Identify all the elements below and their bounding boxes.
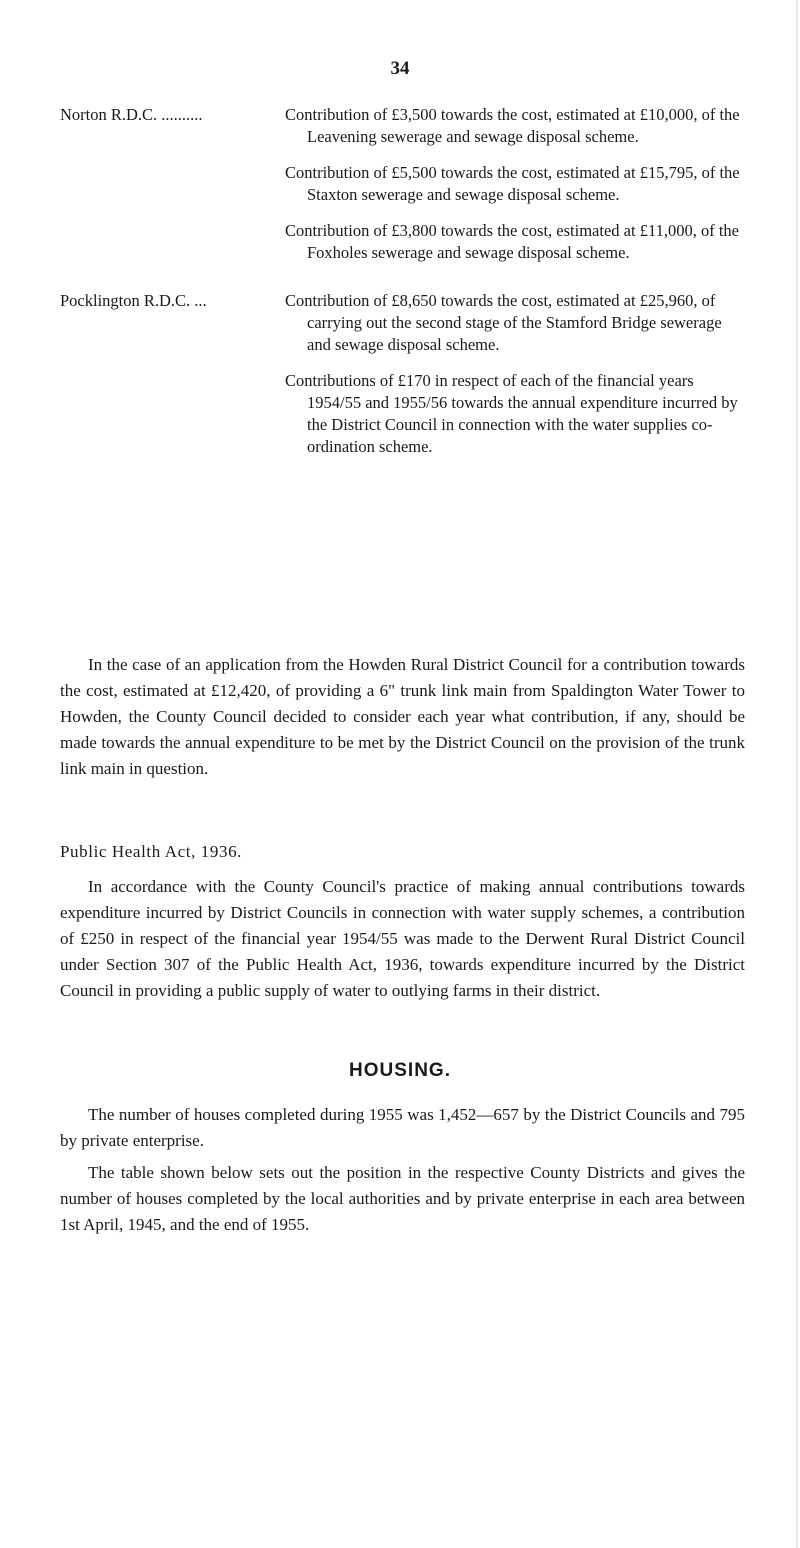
contribution-item — [285, 290, 745, 356]
contribution-text: Contribution of £5,500 towards the cost, estimated at £15,795, of the Staxton sewerage and sewage disposal scheme. — [285, 163, 740, 204]
entry-items — [285, 104, 745, 278]
public-health-section — [60, 842, 745, 1004]
entry-authority: Pocklington R.D.C. ... — [60, 291, 207, 310]
howden-paragraph: In the case of an application from the Howden Rural District Council for a contribution towards the cost, estimated at £12,420, of providing a 6" trunk link main from Spaldington Water Tower to Howden, the County Council decided to consider each year what contribution, if any, should be made towards the annual expenditure to be met by the District Council on the provision of the trunk link main in question. — [60, 655, 745, 778]
public-health-paragraph: In accordance with the County Council's practice of making annual contributions towards expenditure incurred by District Councils in connection with water supply schemes, a contribution of £250 in respect of the financial year 1954/55 was made to the Derwent Rural District Council under Section 307 of the Public Health Act, 1936, towards expenditure incurred by the District Council in providing a public supply of water to outlying farms in their district. — [60, 877, 745, 1000]
housing-paragraph-1: The number of houses completed during 1955 was 1,452—657 by the District Councils and 795 by private enterprise. — [60, 1105, 745, 1150]
housing-section — [60, 1102, 745, 1238]
contribution-text: Contributions of £170 in respect of each of the financial years 1954/55 and 1955/56 towards the annual expenditure incurred by the District Council in connection with the water supplies co-ordination scheme. — [285, 371, 738, 456]
entry-pocklington — [60, 290, 745, 472]
contribution-text: Contribution of £3,500 towards the cost, estimated at £10,000, of the Leavening sewerage and sewage disposal scheme. — [285, 105, 740, 146]
entry-norton — [60, 104, 745, 278]
page-edge-line — [796, 0, 798, 1548]
contribution-text: Contribution of £8,650 towards the cost, estimated at £25,960, of carrying out the second stage of the Stamford Bridge sewerage and sewage disposal scheme. — [285, 291, 722, 354]
page-number: 34 — [390, 58, 410, 79]
section-heading: Public Health Act, 1936. — [60, 842, 243, 861]
entry-authority: Norton R.D.C. .......... — [60, 105, 203, 124]
housing-paragraph-2: The table shown below sets out the position in the respective County Districts and gives the number of houses completed by the local authorities and by private enterprise in each area between 1st April, 1945, and the end of 1955. — [60, 1163, 745, 1234]
contribution-text: Contribution of £3,800 towards the cost, estimated at £11,000, of the Foxholes sewerage and sewage disposal scheme. — [285, 221, 739, 262]
contribution-item — [285, 220, 745, 264]
howden-section — [60, 652, 745, 782]
entry-items — [285, 290, 745, 472]
contribution-item — [285, 370, 745, 458]
contribution-item — [285, 104, 745, 148]
contribution-item — [285, 162, 745, 206]
contribution-entries — [60, 104, 745, 484]
housing-heading: HOUSING. — [349, 1060, 451, 1081]
